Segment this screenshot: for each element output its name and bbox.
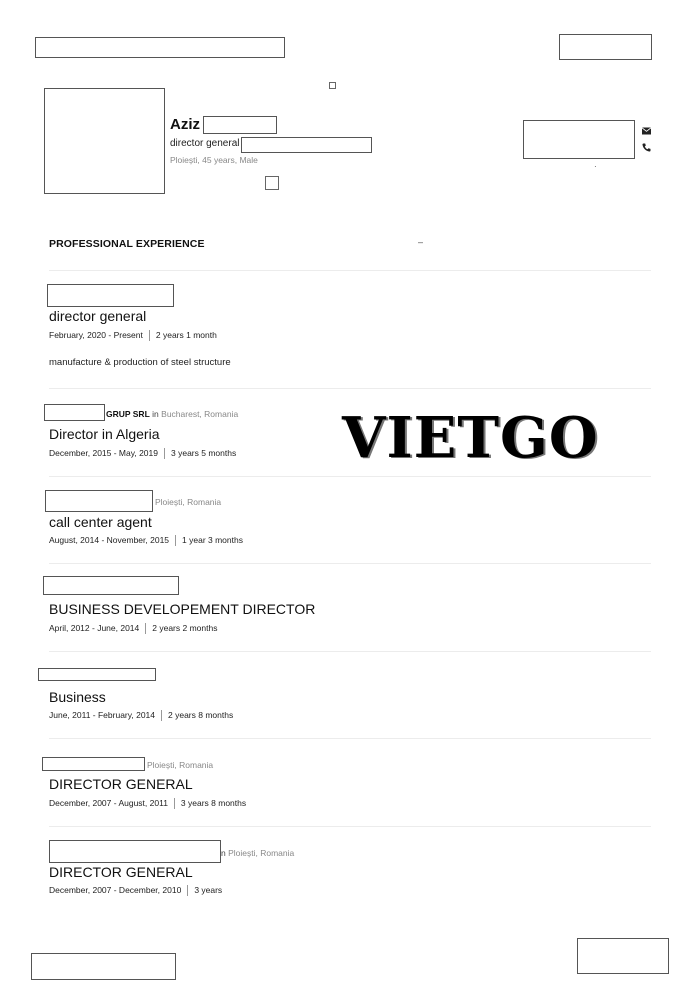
job-period: December, 2007 - August, 2011: [49, 798, 168, 808]
company-redacted: [49, 840, 221, 863]
company-redacted: [45, 490, 153, 512]
job-divider: [49, 388, 651, 389]
header-redacted-button: [559, 34, 652, 60]
job-dates: [49, 623, 217, 634]
job-title: DIRECTOR GENERAL: [49, 776, 193, 792]
job-period: December, 2015 - May, 2019: [49, 448, 158, 458]
job-dates: [49, 535, 243, 546]
company-redacted: [38, 668, 156, 681]
job-divider: [49, 738, 651, 739]
job-divider: [49, 563, 651, 564]
job-divider: [49, 826, 651, 827]
envelope-icon[interactable]: [642, 127, 654, 139]
company-location: Bucharest, Romania: [161, 409, 239, 419]
company-location: Ploiești, Romania: [147, 760, 214, 770]
company-location: Ploiești, Romania: [155, 497, 222, 507]
job-period: April, 2012 - June, 2014: [49, 623, 140, 633]
job-dates: [49, 710, 233, 721]
profile-name: Aziz: [170, 116, 200, 133]
watermark-logo: VIETGO: [342, 405, 599, 471]
job-period: December, 2007 - December, 2010: [49, 885, 182, 895]
company-connector: n: [221, 848, 226, 858]
profile-role: director general: [170, 138, 240, 149]
company-redacted: [43, 576, 179, 595]
contact-dot: ·: [594, 162, 597, 171]
job-divider: [49, 651, 651, 652]
profile-checkbox: [265, 176, 279, 190]
company-redacted: [42, 757, 145, 771]
job-duration: 3 years: [194, 885, 223, 895]
job-period: August, 2014 - November, 2015: [49, 535, 170, 545]
footer-redacted-right: [577, 938, 669, 974]
company-name: GRUP SRL: [106, 409, 150, 419]
job-dates: [49, 448, 236, 459]
header-redacted-field: [35, 37, 285, 58]
phone-icon[interactable]: [642, 143, 654, 155]
job-title: Director in Algeria: [49, 426, 160, 442]
footer-redacted-left: [31, 953, 176, 980]
job-duration: 2 years 1 month: [155, 330, 217, 340]
job-divider: [49, 476, 651, 477]
company-redacted: [44, 404, 105, 421]
company-line: [147, 760, 213, 770]
job-title: director general: [49, 308, 147, 324]
company-redacted: [47, 284, 174, 307]
profile-photo: [44, 88, 165, 194]
contact-redacted: [523, 120, 635, 159]
job-title: DIRECTOR GENERAL: [49, 864, 193, 880]
job-period: February, 2020 - Present: [49, 330, 143, 340]
company-line: [221, 848, 294, 858]
job-duration: 3 years 5 months: [171, 448, 237, 458]
job-duration: 3 years 8 months: [180, 798, 247, 808]
job-period: June, 2011 - February, 2014: [49, 710, 156, 720]
small-checkbox-top: [329, 82, 336, 89]
section-dash: –: [418, 237, 424, 247]
job-dates: [49, 798, 246, 809]
job-dates: [49, 330, 217, 341]
job-description: manufacture & production of steel structure: [49, 357, 231, 368]
job-title: BUSINESS DEVELOPEMENT DIRECTOR: [49, 601, 316, 617]
company-location: Ploiești, Romania: [228, 848, 295, 858]
profile-location: Ploiești, 45 years, Male: [170, 155, 258, 165]
job-duration: 2 years 8 months: [168, 710, 234, 720]
job-title: call center agent: [49, 514, 152, 530]
job-dates: [49, 885, 222, 896]
job-duration: 1 year 3 months: [182, 535, 243, 545]
section-title: PROFESSIONAL EXPERIENCE: [49, 238, 205, 250]
name-redacted: [203, 116, 277, 134]
section-divider: [49, 270, 651, 271]
company-connector: in: [152, 409, 159, 419]
role-redacted: [241, 137, 372, 153]
company-line: [155, 497, 221, 507]
job-duration: 2 years 2 months: [152, 623, 218, 633]
company-line: [106, 409, 238, 419]
job-title: Business: [49, 689, 106, 705]
